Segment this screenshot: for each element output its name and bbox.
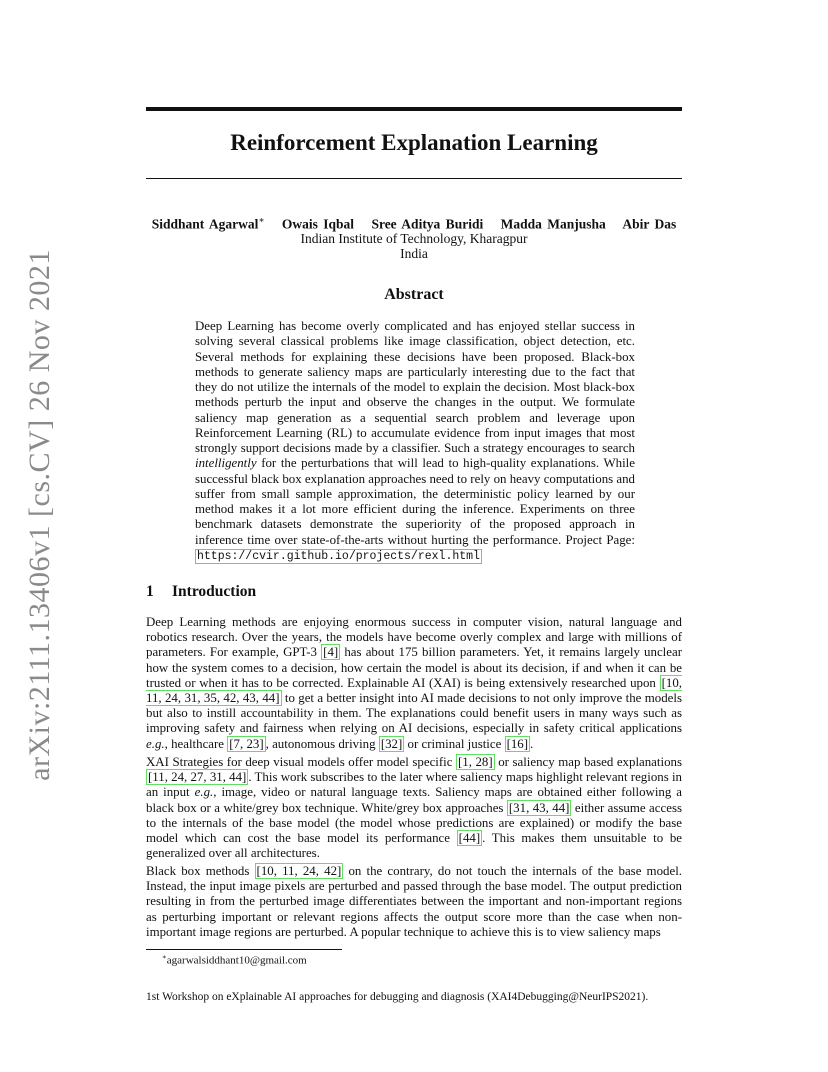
workshop-note: 1st Workshop on eXplainable AI approaches for debugging and diagnosis (XAI4Debugging@NeurIPS2021). xyxy=(146,991,649,1003)
intro-paragraph-2 xyxy=(146,755,682,861)
citation-link[interactable]: [1, 28] xyxy=(458,755,493,769)
paragraph-text: . This makes them unsuitable to be generalized over all architectures. xyxy=(146,831,682,861)
author-footnote-mark: ∗ xyxy=(258,215,265,225)
author-name: Sree Aditya Buridi xyxy=(371,216,484,232)
abstract-body xyxy=(195,319,635,564)
paragraph-text: XAI Strategies for deep visual models offer model specific xyxy=(146,755,453,769)
paragraph-text: , healthcare xyxy=(164,736,225,751)
author-name: Owais Iqbal xyxy=(281,216,355,232)
paragraph-text: on the contrary, do not touch the internals of the base model. Instead, the input image pixels are perturbed and passed through the base model. The output prediction resulting in from the perturbed image differentiates between the important and non-important regions as perturbing important or relevant regions affects the output score more than the case when non-important image regions are perturbed. A popular technique to achieve this is to view saliency maps xyxy=(146,864,682,939)
paragraph-text: . xyxy=(530,736,534,751)
paragraph-text: , image, video or natural language texts. Saliency maps are obtained either following a black box or a white/grey box technique. White/grey box approaches xyxy=(146,785,682,815)
citation-link[interactable]: [31, 43, 44] xyxy=(508,800,570,815)
arxiv-stamp-text: arXiv:2111.13406v1 [cs.CV] 26 Nov 2021 xyxy=(23,249,56,781)
project-page-link[interactable]: https://cvir.github.io/projects/rexl.html xyxy=(197,549,480,563)
affiliation-institute: Indian Institute of Technology, Kharagpur xyxy=(300,231,528,246)
section-number: 1 xyxy=(146,583,154,600)
citation-link[interactable]: [16] xyxy=(506,736,529,751)
author-list xyxy=(146,215,682,233)
author-name: Siddhant Agarwal xyxy=(151,216,259,232)
citation-link[interactable]: [7, 23] xyxy=(229,736,264,751)
footnote-rule xyxy=(146,949,342,950)
section-title: Introduction xyxy=(172,583,257,600)
paragraph-emphasis: e.g. xyxy=(194,785,214,800)
paragraph-text: Deep Learning methods are enjoying enormous success in computer vision, natural language and robotics research. Over the years, the models have become overly complex and large with millions of parameters. For example, GPT-3 xyxy=(146,615,682,660)
paragraph-text: has about 175 billion parameters. Yet, it remains largely unclear how the system comes to a decision, how certain the model is about its decision, if and when it can be trusted or when it has to be corrected. Explainable AI (XAI) is being extensively researched upon xyxy=(146,645,682,690)
arxiv-stamp xyxy=(8,249,72,781)
paragraph-text: or criminal justice xyxy=(407,736,502,751)
title-bottom-rule xyxy=(146,178,682,179)
author-name: Abir Das xyxy=(622,216,677,232)
paragraph-text: or saliency map based explanations xyxy=(498,755,682,769)
paper-title: Reinforcement Explanation Learning xyxy=(230,130,598,155)
affiliation-country: India xyxy=(400,246,428,261)
intro-paragraph-1 xyxy=(146,615,682,752)
paragraph-text: either assume access to the internals of the base model (the model whose predictions are explained) or modify the base model which can cost the base model its performance xyxy=(146,800,682,846)
intro-paragraph-3 xyxy=(146,864,682,940)
abstract-emphasis: intelligently xyxy=(195,456,257,471)
paragraph-emphasis: e.g. xyxy=(146,736,165,751)
title-top-rule xyxy=(146,107,682,111)
abstract-text: Deep Learning has become overly complicated and has enjoyed stellar success in solving several classical problems like image classification, object detection, etc. Several methods for explaining these decisions have been proposed. Black-box methods to generate saliency maps are particularly interesting due to the fact that they do not utilize the internals of the model to explain the decision. Most black-box methods perturb the input and observe the changes in the output. We formulate saliency map generation as a sequential search problem and leverage upon Reinforcement Learning (RL) to accumulate evidence from input images that most strongly support decisions made by a classifier. Such a strategy encourages to search xyxy=(195,319,635,455)
footnote-email: agarwalsiddhant10@gmail.com xyxy=(166,954,307,967)
paragraph-text: . This work subscribes to the later where saliency maps highlight relevant regions in an input xyxy=(146,770,682,800)
author-name: Madda Manjusha xyxy=(500,216,606,232)
citation-link[interactable]: [10, 11, 24, 42] xyxy=(256,864,342,878)
citation-link[interactable]: [10, 11, 24, 31, 35, 42, 43, 44] xyxy=(146,675,682,706)
abstract-heading: Abstract xyxy=(384,286,444,303)
paragraph-text: to get a better insight into AI made decisions to not only improve the models but also to instill accountability in them. The explanations could benefit users in many ways such as improving safety and fairness when relying on AI decisions, especially in safety critical applications xyxy=(146,691,682,736)
citation-link[interactable]: [44] xyxy=(458,831,481,846)
footnote xyxy=(162,953,307,967)
paragraph-text: , autonomous driving xyxy=(265,736,376,751)
citation-link[interactable]: [11, 24, 27, 31, 44] xyxy=(148,770,247,785)
paragraph-text: Black box methods xyxy=(146,864,250,878)
abstract-text: for the perturbations that will lead to high-quality explanations. While successful black box explanation approaches need to rely on heavy computations and suffer from small sample approximation, the deterministic policy learned by our method makes it a lot more efficient during the inference. Experiments on three benchmark datasets demonstrate the superiority of the proposed approach in inference time over state-of-the-arts without hurting the performance. Project Page: xyxy=(195,456,635,547)
section-heading xyxy=(146,583,256,601)
citation-link[interactable]: [4] xyxy=(323,645,339,660)
citation-link[interactable]: [32] xyxy=(380,736,403,751)
footnote-mark: ∗ xyxy=(162,953,167,961)
